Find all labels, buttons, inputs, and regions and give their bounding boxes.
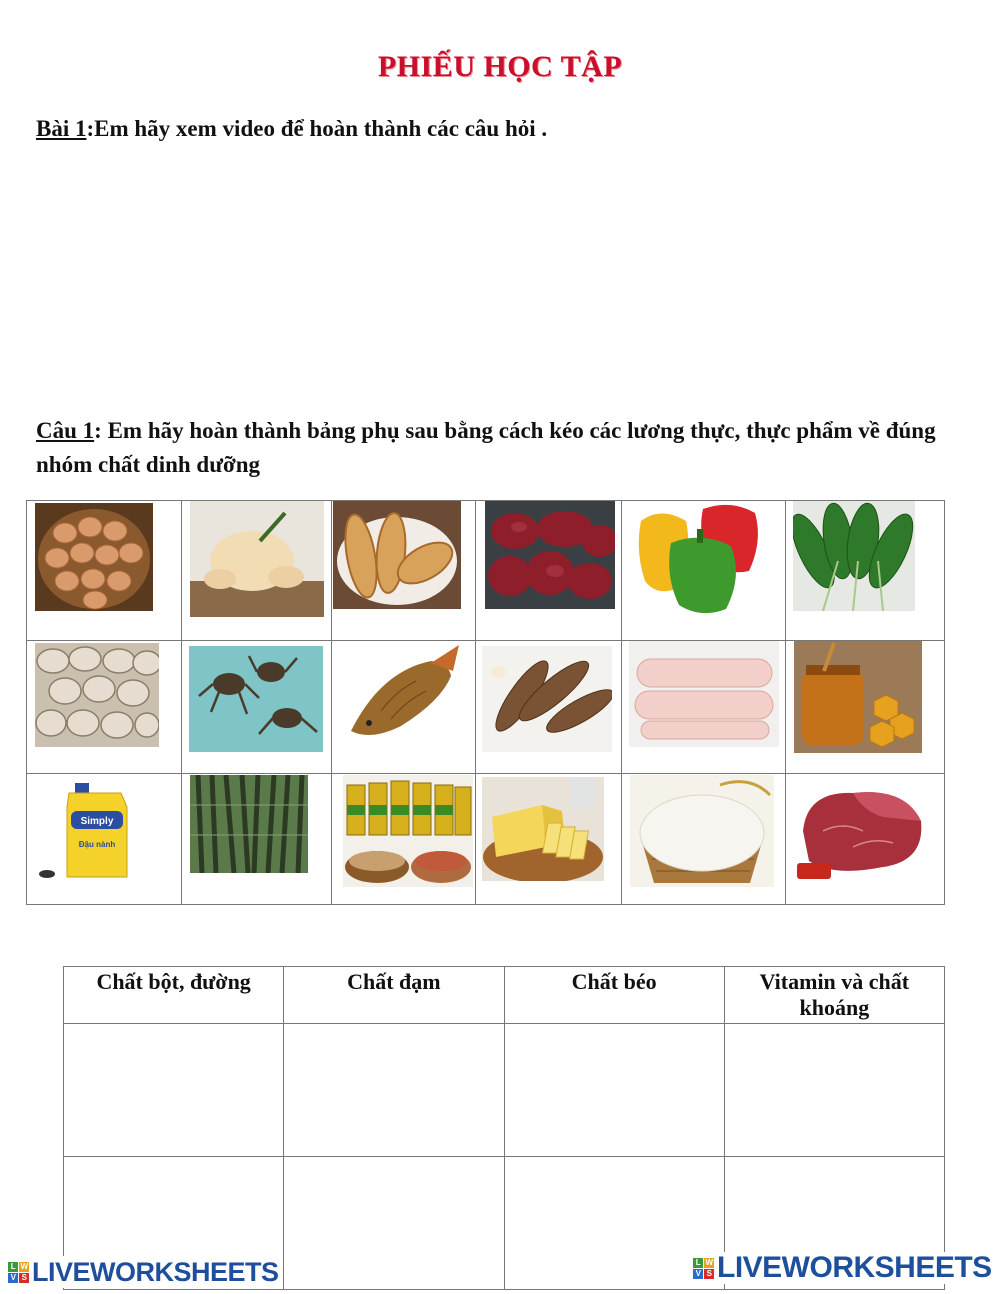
liveworksheets-logo-text: LIVEWORKSHEETS bbox=[32, 1256, 279, 1287]
bell-peppers-icon[interactable] bbox=[631, 501, 767, 617]
liveworksheets-logo-right bbox=[693, 1252, 992, 1284]
eggs-basket-icon[interactable] bbox=[35, 503, 153, 611]
clams-icon[interactable] bbox=[35, 643, 159, 747]
header-fat: Chất béo bbox=[504, 967, 724, 1024]
table-row bbox=[64, 1024, 945, 1157]
cassava-roots-icon[interactable] bbox=[482, 646, 612, 752]
pork-fat-icon[interactable] bbox=[629, 641, 779, 747]
drop-zone-carbohydrates[interactable] bbox=[64, 1024, 284, 1157]
raw-meat-cuts-icon[interactable] bbox=[485, 501, 615, 609]
header-protein: Chất đạm bbox=[284, 967, 504, 1024]
bread-baguettes-icon[interactable] bbox=[333, 501, 461, 609]
drop-zone-fat[interactable] bbox=[504, 1024, 724, 1157]
rice-basket-icon[interactable] bbox=[630, 775, 774, 887]
leafy-greens-icon[interactable] bbox=[793, 501, 915, 611]
crabs-icon[interactable] bbox=[189, 646, 323, 752]
liveworksheets-logo-left bbox=[8, 1256, 279, 1288]
liveworksheets-logo-text: LIVEWORKSHEETS bbox=[717, 1251, 992, 1284]
carp-fish-icon[interactable] bbox=[341, 641, 461, 753]
honey-jar-icon[interactable] bbox=[794, 641, 922, 753]
sugarcane-icon[interactable] bbox=[190, 775, 308, 873]
drop-zone-protein[interactable] bbox=[284, 1157, 504, 1290]
page-title: PHIẾU HỌC TẬP bbox=[377, 50, 623, 83]
whole-chicken-icon[interactable] bbox=[190, 501, 324, 617]
question-1-text: : Em hãy hoàn thành bảng phụ sau bằng cách kéo các lương thực, thực phẩm về đúng nhóm chất dinh dưỡng bbox=[36, 418, 936, 477]
exercise-1-label: Bài 1 bbox=[36, 116, 87, 141]
drop-zone-fat[interactable] bbox=[504, 1157, 724, 1290]
exercise-1-heading bbox=[36, 116, 547, 142]
header-vitamins-minerals: Vitamin và chất khoáng bbox=[724, 967, 944, 1024]
drop-zone-vitamins-minerals[interactable] bbox=[724, 1024, 944, 1157]
beef-steak-icon[interactable] bbox=[793, 781, 927, 885]
oil-bottles-peanuts-icon[interactable] bbox=[343, 775, 473, 887]
food-image-grid bbox=[26, 500, 945, 905]
butter-block-icon[interactable] bbox=[482, 777, 604, 881]
oil-sub-label: Đậu nành bbox=[78, 840, 116, 849]
question-1-heading bbox=[36, 414, 986, 482]
header-carbohydrates: Chất bột, đường bbox=[64, 967, 284, 1024]
oil-brand-label: Simply bbox=[80, 816, 114, 827]
question-1-label: Câu 1 bbox=[36, 418, 95, 443]
exercise-1-text: :Em hãy xem video để hoàn thành các câu hỏi . bbox=[86, 116, 548, 141]
drop-zone-protein[interactable] bbox=[284, 1024, 504, 1157]
liveworksheets-logo-mark: L W V S bbox=[8, 1262, 29, 1283]
liveworksheets-logo-mark: L W V S bbox=[693, 1258, 714, 1279]
table-header-row bbox=[64, 967, 945, 1024]
nutrition-group-table bbox=[63, 966, 945, 1290]
cooking-oil-bottle-icon[interactable] bbox=[37, 777, 159, 883]
